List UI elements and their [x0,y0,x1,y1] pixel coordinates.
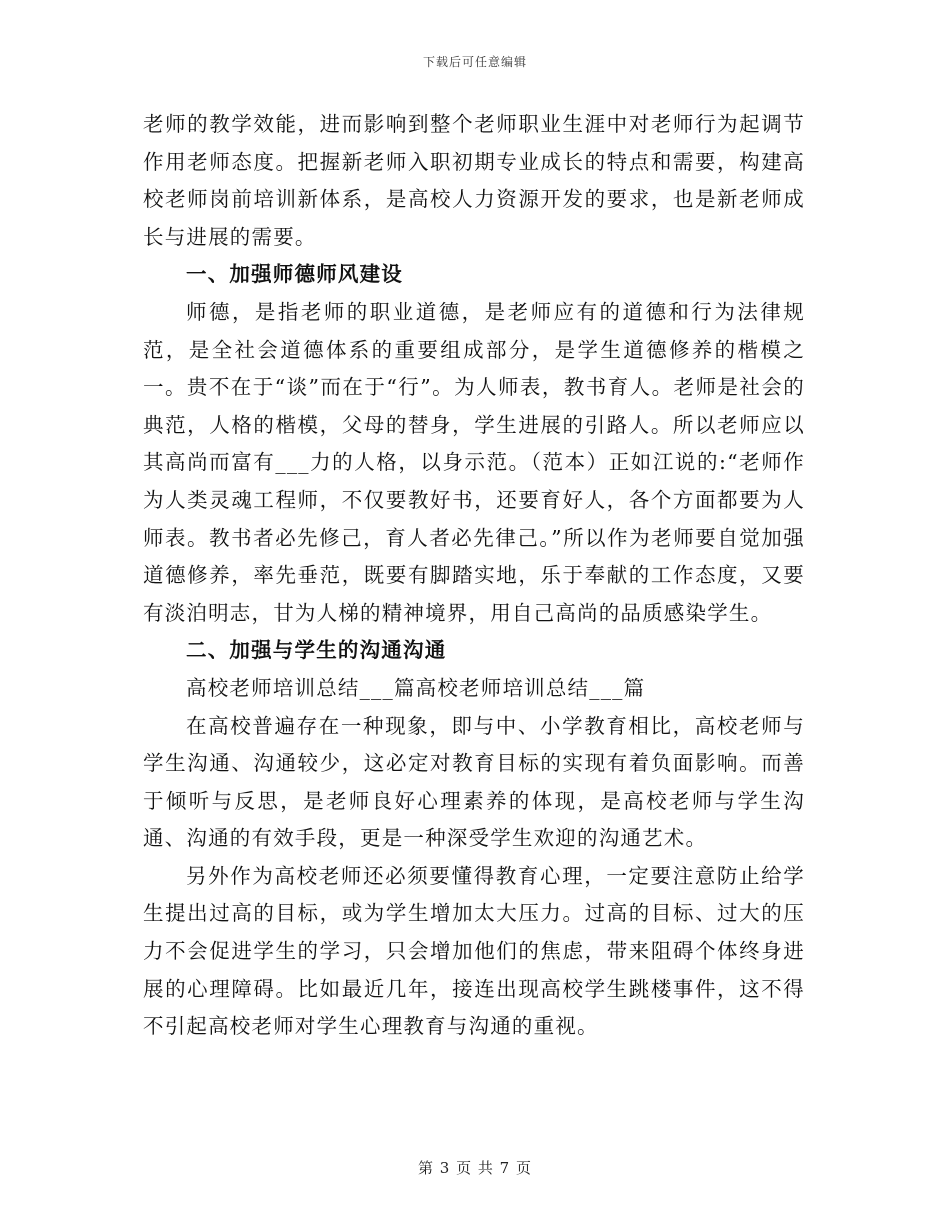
paragraph-teacher-ethics: 师德，是指老师的职业道德，是老师应有的道德和行为法律规范，是全社会道德体系的重要组成部分，是学生道德修养的楷模之一。贵不在于“谈”而在于“行”。为人师表，教书育人。老师是社会的典范，人格的楷模，父母的替身，学生进展的引路人。所以老师应以其高尚而富有___力的人格，以身示范。（范本）正如江说的:“老师作为人类灵魂工程师，不仅要教好书，还要育好人，各个方面都要为人师表。教书者必先修己，育人者必先律己。”所以作为老师要自觉加强道德修养，率先垂范，既要有脚踏实地，乐于奉献的工作态度，又要有淡泊明志，甘为人梯的精神境界，用自己高尚的品质感染学生。 [143,299,805,625]
page-number: 第 3 页 共 7 页 [418,1159,532,1177]
page-header: 下载后可任意编辑 [422,55,527,69]
paragraph-psychology: 另外作为高校老师还必须要懂得教育心理，一定要注意防止给学生提出过高的目标，或为学生增加太大压力。过高的目标、过大的压力不会促进学生的学习，只会增加他们的焦虑，带来阻碍个体终身进展的心理障碍。比如最近几年，接连出现高校学生跳楼事件，这不得不引起高校老师对学生心理教育与沟通的重视。 [143,863,805,1039]
paragraph-communication: 在高校普遍存在一种现象，即与中、小学教育相比，高校老师与学生沟通、沟通较少，这必定对教育目标的实现有着负面影响。而善于倾听与反思，是老师良好心理素养的体现，是高校老师与学生沟通、沟通的有效手段，更是一种深受学生欢迎的沟通艺术。 [143,713,805,851]
section-heading-2: 二、加强与学生的沟通沟通 [186,638,447,663]
section-heading-1: 一、加强师德师风建设 [186,262,403,287]
paragraph-continuation: 老师的教学效能，进而影响到整个老师职业生涯中对老师行为起调节作用老师态度。把握新老师入职初期专业成长的特点和需要，构建高校老师岗前培训新体系，是高校人力资源开发的要求，也是新老师成长与进展的需要。 [143,112,805,249]
paragraph-summary-title: 高校老师培训总结___篇高校老师培训总结___篇 [186,675,646,700]
document-body [143,106,805,1046]
